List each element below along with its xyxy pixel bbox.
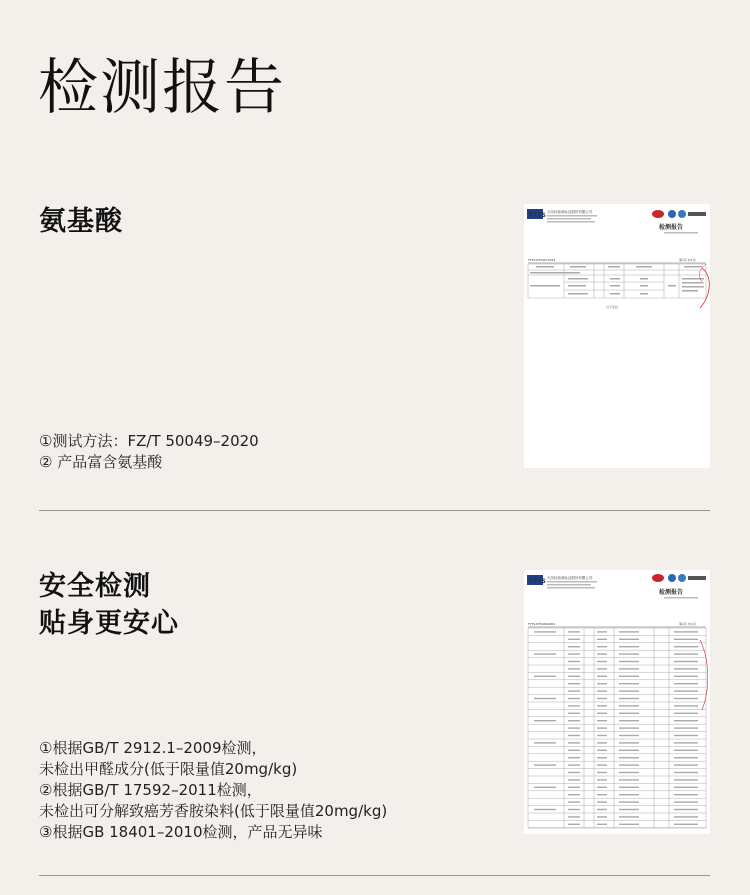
report-table-cell-text [568,683,580,684]
report-table-cell-text [597,727,607,728]
report-table-cell-text [619,816,639,817]
report-table-cell-text [619,705,639,706]
section-divider [39,510,710,511]
report-table-cell-text [619,698,639,699]
report-table-cell-text [619,772,639,773]
report-table-cell-text [674,816,698,817]
report-table-cell-text [568,809,580,810]
note-line: ②根据GB/T 17592–2011检测， [39,781,262,799]
report-table-cell-text [619,720,639,721]
report-table-cell-text [597,668,607,669]
report-table-cell-text [597,801,607,802]
report-table-cell-text [568,824,580,825]
report-table-cell-text [597,772,607,773]
report-table-cell-text [568,764,580,765]
report-table-cell-text [619,646,639,647]
report-table-cell-text [534,787,556,788]
report-table-cell-text [619,757,639,758]
report-table-cell-text [619,727,639,728]
report-table-cell-text [597,661,607,662]
report-table-cell-text [597,794,607,795]
report-table-cell-text [568,639,580,640]
report-table-cell-text [597,698,607,699]
report-table-cell-text [674,713,698,714]
report-table-cell-text [597,757,607,758]
report-table-cell-text [568,757,580,758]
report-table-cell-text [597,787,607,788]
report-table-cell-text [674,735,698,736]
report-table-cell-text [619,779,639,780]
report-table-cell-text [674,668,698,669]
report-table-cell-text [568,816,580,817]
report-table-cell-text [568,646,580,647]
report-table-cell-text [597,824,607,825]
report-table-cell-text [597,690,607,691]
report-page: 第1页 共1页 [679,258,696,262]
report-table-cell-text [597,676,607,677]
report-table-cell-text [597,764,607,765]
report-table-cell-text [674,824,698,825]
report-table-cell-text [619,631,639,632]
note-line: ①根据GB/T 2912.1–2009检测， [39,739,267,757]
report-table-cell-text [674,750,698,751]
report-table-cell-text [568,676,580,677]
section-title: 氨基酸 [39,206,123,237]
report-table-cell-text [674,661,698,662]
report-table-cell-text [619,683,639,684]
report-table-cell-text [597,639,607,640]
report-table-cell-text [619,809,639,810]
report-table-cell-text [534,676,556,677]
report-table-cell-text [674,757,698,758]
report-table-cell-text [619,764,639,765]
report-table-cell-text [568,727,580,728]
report-table-cell-text [619,668,639,669]
report-table-cell-text [568,690,580,691]
report-table-cell-text [597,705,607,706]
report-table-cell-text [674,727,698,728]
report-table-cell-text [568,787,580,788]
section-notes [39,431,259,473]
report-table-cell-text [674,631,698,632]
report-table-cell-text [568,720,580,721]
report-page: 第1页 共1页 [679,622,696,626]
report-table-cell-text [619,735,639,736]
report-table-cell-text [674,676,698,677]
report-table-cell-text [568,735,580,736]
report-table-cell-text [568,742,580,743]
report-org: 天纺标检测认证股份有限公司 [547,210,593,214]
report-table-cell-text [597,816,607,817]
report-table-cell-text [568,713,580,714]
note-line: ①测试方法：FZ/T 50049–2020 [39,432,259,450]
report-table-cell-text [534,764,556,765]
report-table-cell-text [568,750,580,751]
report-table-cell-text [597,683,607,684]
report-table-cell-text [674,801,698,802]
section-notes [39,738,387,843]
report-table-cell-text [619,690,639,691]
report-table-cell-text [568,661,580,662]
report-table-cell-text [534,698,556,699]
report-table-cell-text [619,750,639,751]
report-table-note: 以下空白 [606,305,619,309]
report-table-cell-text [619,713,639,714]
note-line: ③根据GB 18401–2010检测，产品无异味 [39,823,323,841]
section-title [39,568,179,642]
report-logo: TTTS [529,578,546,585]
report-table-cell-text [597,720,607,721]
report-table-cell-text [674,720,698,721]
report-table-cell-text [674,794,698,795]
note-line: 未检出甲醛成分(低于限量值20mg/kg) [39,760,298,778]
report-table-cell-text [597,713,607,714]
section-divider [39,875,710,876]
note-line: ② 产品富含氨基酸 [39,453,163,471]
report-table-cell-text [597,653,607,654]
report-org: 天纺标检测认证股份有限公司 [547,576,593,580]
report-number: TTTS-RTS4062001 [528,622,556,626]
section-title-line: 安全检测 [39,571,151,602]
report-table-cell-text [674,787,698,788]
report-table-cell-text [674,683,698,684]
report-table-cell-text [597,631,607,632]
report-table-cell-text [674,809,698,810]
report-table-cell-text [619,639,639,640]
report-table-cell-text [534,720,556,721]
report-table-cell-text [568,653,580,654]
report-table-cell-text [597,809,607,810]
report-table-cell-text [597,735,607,736]
report-table-cell-text [597,646,607,647]
report-table-cell-text [534,809,556,810]
report-table-cell-text [619,653,639,654]
report-table-cell-text [568,698,580,699]
report-logo: TTTS [529,212,546,219]
report-table-cell-text [568,779,580,780]
report-table-cell-text [597,750,607,751]
report-table-cell-text [568,772,580,773]
report-table-cell-text [619,742,639,743]
report-table-cell-text [597,779,607,780]
report-table-cell-text [568,794,580,795]
report-table-cell-text [674,742,698,743]
report-table-cell-text [674,779,698,780]
report-table-cell-text [674,639,698,640]
report-table-cell-text [568,801,580,802]
report-table-cell-text [568,631,580,632]
report-table-cell-text [619,824,639,825]
report-table-cell-text [619,661,639,662]
test-report-image [524,204,710,468]
note-line: 未检出可分解致癌芳香胺染料(低于限量值20mg/kg) [39,802,388,820]
report-title: 检测报告 [659,589,684,596]
report-table-cell-text [674,698,698,699]
report-table-cell-text [597,742,607,743]
report-table-cell-text [619,676,639,677]
page-title: 检测报告 [38,53,286,123]
report-table-cell-text [534,631,556,632]
report-table-cell-text [674,646,698,647]
report-title: 检测报告 [659,224,684,231]
report-table-cell-text [619,794,639,795]
report-table-cell-text [534,742,556,743]
report-table-cell-text [674,764,698,765]
report-table-cell-text [619,801,639,802]
section-title-line: 贴身更安心 [39,608,179,639]
report-table-cell-text [674,772,698,773]
report-table-cell-text [534,653,556,654]
test-report-image [524,570,710,834]
report-table-cell-text [674,705,698,706]
report-number: TTTS-RTS4072013 [528,258,556,262]
report-table-cell-text [674,653,698,654]
report-table-cell-text [619,787,639,788]
report-table-cell-text [568,668,580,669]
report-table-cell-text [674,690,698,691]
report-table-cell-text [568,705,580,706]
